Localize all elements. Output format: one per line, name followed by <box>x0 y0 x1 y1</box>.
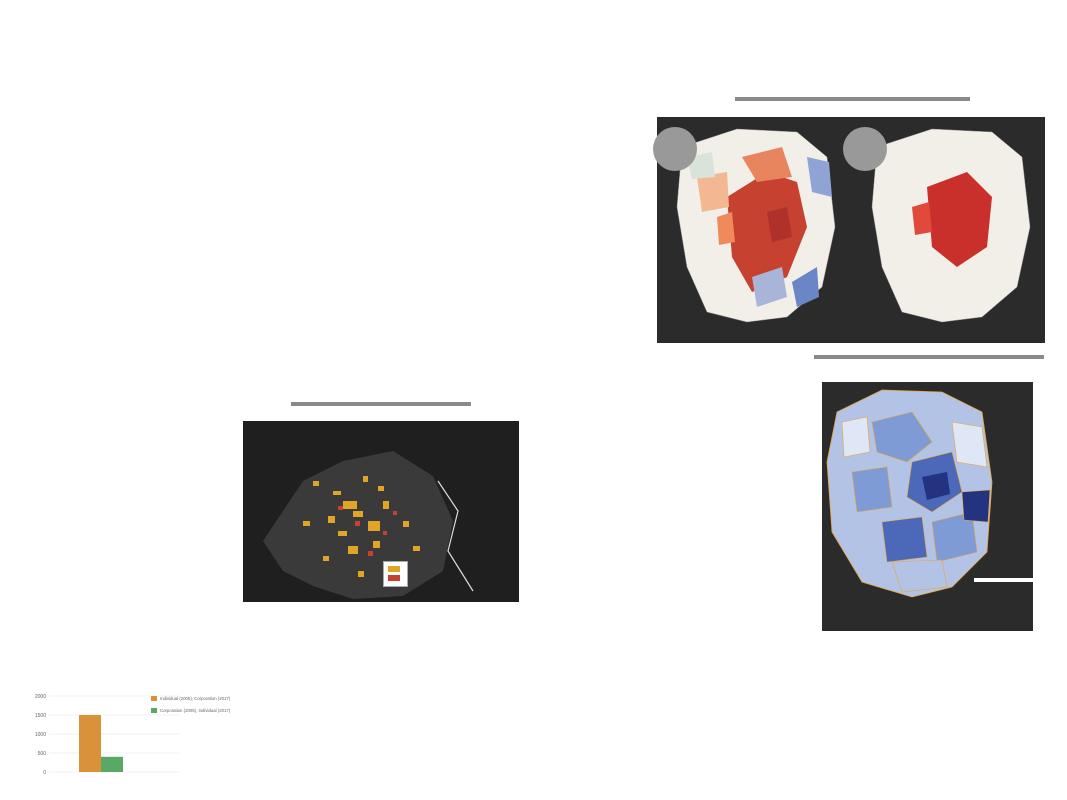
legend-swatch <box>151 708 157 713</box>
figure-1 <box>21 427 239 559</box>
change-map-caption <box>291 402 471 406</box>
fig3-chart <box>21 688 239 780</box>
hotspot-maps <box>657 117 1045 343</box>
pct-legend <box>974 578 1036 582</box>
legend-swatch-orange <box>388 566 400 572</box>
legend-swatch-red <box>388 575 400 581</box>
fig1-chart <box>21 427 239 545</box>
figure-2 <box>21 567 239 677</box>
pctmap <box>822 382 1033 631</box>
hotspot-text <box>540 118 652 129</box>
y-tick-label: 0 <box>43 770 46 776</box>
fig2-chart <box>21 567 239 669</box>
change-map-graphic <box>243 421 519 602</box>
legend-item-change <box>388 574 403 583</box>
figure-3 <box>21 688 239 788</box>
y-tick-label: 1000 <box>34 732 46 738</box>
year-badge-2005 <box>653 127 697 171</box>
bar-1 <box>79 715 101 772</box>
y-tick-label: 1500 <box>34 713 46 719</box>
change-map <box>243 421 519 602</box>
findings-text <box>225 608 525 619</box>
year-badge-2017 <box>843 127 887 171</box>
legend-swatch <box>151 696 157 701</box>
bar-2 <box>101 757 123 772</box>
hotspot-caption <box>735 97 970 101</box>
legend-label: Corporation (2005), Individual (2017) <box>160 708 231 713</box>
legend-item-2005 <box>388 565 403 574</box>
y-tick-label: 500 <box>37 751 46 757</box>
pctmap-caption <box>814 355 1044 359</box>
change-map-legend <box>383 561 408 587</box>
pctmap-graphic <box>822 382 1033 631</box>
y-tick-label: 2000 <box>34 694 46 700</box>
legend-label: Individual (2005), Corporation (2017) <box>160 696 231 701</box>
background-text <box>19 89 525 100</box>
